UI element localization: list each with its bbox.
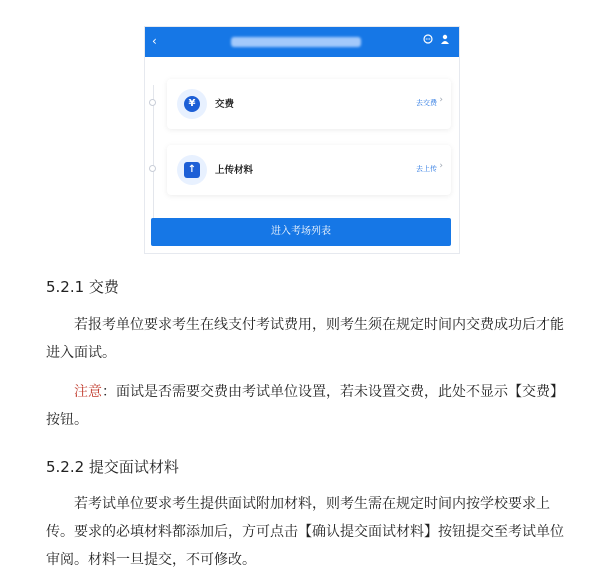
pay-fee-card[interactable] bbox=[167, 79, 451, 129]
message-icon[interactable] bbox=[423, 34, 433, 49]
paragraph-fee: 若报考单位要求考生在线支付考试费用，则考生须在规定时间内交费成功后才能进入面试。 bbox=[46, 317, 564, 361]
back-icon[interactable]: ‹ bbox=[152, 34, 157, 48]
yen-icon: ¥ bbox=[184, 96, 200, 112]
chevron-right-icon: › bbox=[439, 95, 443, 105]
note-text: ：面试是否需要交费由考试单位设置，若未设置交费，此处不显示【交费】按钮。 bbox=[46, 384, 564, 428]
card-title: 交费 bbox=[215, 99, 235, 110]
timeline-dot bbox=[149, 99, 156, 106]
go-upload-link[interactable]: 去上传 bbox=[416, 165, 437, 173]
blurred-title bbox=[231, 37, 361, 47]
card-title: 上传材料 bbox=[215, 165, 254, 176]
section-heading-fee: 5.2.1 交费 bbox=[46, 278, 119, 296]
upload-materials-card[interactable] bbox=[167, 145, 451, 195]
go-pay-link[interactable]: 去交费 bbox=[416, 99, 437, 107]
chevron-right-icon: › bbox=[439, 161, 443, 171]
user-icon[interactable] bbox=[440, 34, 450, 49]
paragraph-materials: 若考试单位要求考生提供面试附加材料，则考生需在规定时间内按学校要求上传。要求的必填材料都添加后，方可点击【确认提交面试材料】按钮提交至考试单位审阅。材料一旦提交，不可修改。 bbox=[46, 496, 564, 568]
section-heading-materials: 5.2.2 提交面试材料 bbox=[46, 458, 179, 476]
timeline-line bbox=[153, 85, 154, 235]
app-screenshot-mockup bbox=[144, 26, 460, 254]
yen-icon-wrap bbox=[177, 89, 207, 119]
app-header bbox=[145, 27, 459, 57]
upload-icon: ↑ bbox=[184, 162, 200, 178]
paragraph-note bbox=[46, 378, 566, 434]
note-label: 注意 bbox=[74, 384, 102, 400]
upload-icon-wrap bbox=[177, 155, 207, 185]
timeline-dot bbox=[149, 165, 156, 172]
enter-exam-list-button[interactable]: 进入考场列表 bbox=[151, 218, 451, 246]
